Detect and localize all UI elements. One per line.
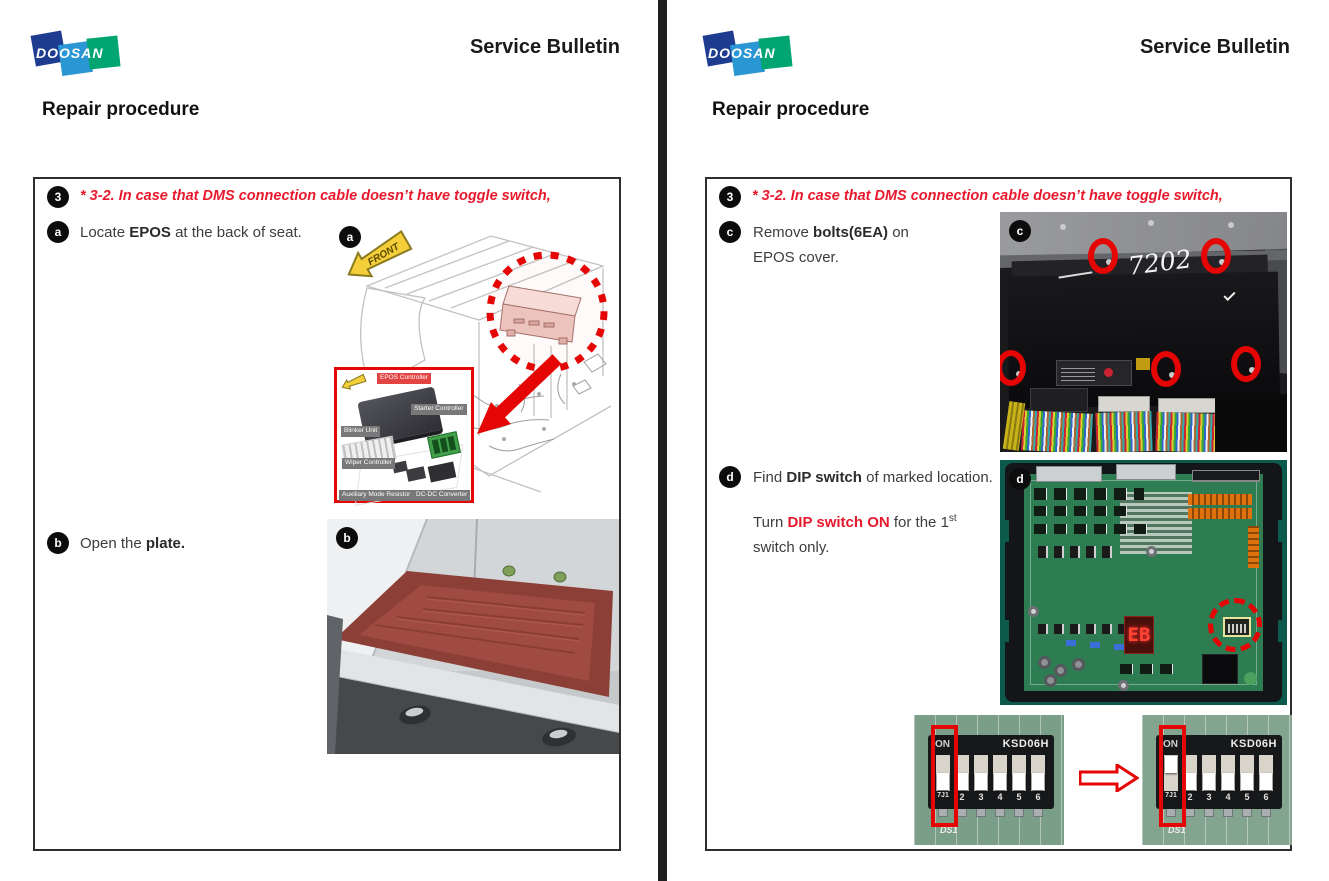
capacitor (1044, 674, 1057, 687)
step-d-superscript: st (948, 513, 957, 524)
wire-bundle (1095, 411, 1152, 452)
dip-switch-photo-after (1142, 715, 1292, 845)
ic-row (1034, 488, 1144, 500)
bolt (1228, 222, 1234, 228)
step-3-badge: 3 (719, 186, 741, 208)
dip-on-label: ON (935, 739, 950, 750)
bolt-marker-circle (1231, 346, 1261, 382)
dip-position-label: 3 (1206, 792, 1212, 802)
step-a-text-part: at the back of seat. (170, 224, 302, 241)
switch1-marker-box (931, 725, 958, 827)
dip-position-label: 3 (978, 792, 984, 802)
step-a-text-part: Locate (80, 224, 130, 241)
logo-wordmark: DOOSAN (36, 45, 104, 61)
dip-pin (1014, 809, 1024, 817)
switch1-marker-box (1159, 725, 1186, 827)
dip-slider-4 (993, 755, 1007, 791)
dip-position-label: 7J1 (937, 792, 949, 799)
bolt (1060, 224, 1066, 230)
step-a-text (80, 220, 302, 245)
label-wiper-controller: Wiper Controller (342, 458, 395, 469)
mounting-hole (1118, 680, 1129, 691)
dip-position-label: 6 (1263, 792, 1269, 802)
step-b-text (80, 531, 185, 556)
step-d-text-part: Turn (753, 514, 788, 531)
procedure-box-right (705, 177, 1292, 851)
capacitor (1038, 656, 1051, 669)
bolt-marker-circle (1088, 238, 1118, 274)
photo-d-badge: d (1009, 468, 1031, 490)
dip-position-label: 7J1 (1165, 792, 1177, 799)
dip-slider-5 (1240, 755, 1254, 791)
step-d-text-line1 (753, 465, 1033, 490)
resistor-array (1188, 494, 1252, 505)
step-3-note: * 3-2. In case that DMS connection cable doesn’t have toggle switch, (80, 188, 551, 204)
step-d-text-part: of marked location. (861, 469, 993, 486)
dip-model-label: KSD06H (1002, 738, 1049, 750)
page-divider-bar (658, 0, 667, 881)
cab-illustration (329, 224, 620, 516)
dip-position-label: 4 (997, 792, 1003, 802)
dense-component-zone (1120, 492, 1192, 554)
step-d-text-part: Find (753, 469, 787, 486)
ic-row (1120, 664, 1180, 674)
resistor-array (1248, 526, 1259, 568)
bolt (1148, 220, 1154, 226)
document-title: Service Bulletin (1139, 36, 1290, 58)
dip-pin (1242, 809, 1252, 817)
step-3-badge: 3 (47, 186, 69, 208)
step-b-badge: b (47, 532, 69, 554)
epos-cover-photo (1000, 212, 1287, 452)
mounting-hole (1028, 606, 1039, 617)
document-title: Service Bulletin (469, 36, 620, 58)
section-title: Repair procedure (712, 99, 870, 120)
blue-component (1090, 642, 1100, 648)
dip-switch-photo-before (914, 715, 1064, 845)
case-notch (1278, 620, 1287, 642)
step-d-bold: DIP switch (786, 469, 862, 486)
step-d-red-bold: DIP switch ON (787, 514, 890, 531)
dip-slider-4 (1221, 755, 1235, 791)
dip-slider-3 (1202, 755, 1216, 791)
dip-pin (995, 809, 1005, 817)
page-right (669, 0, 1329, 881)
procedure-box-left (33, 177, 621, 851)
dip-pin (1223, 809, 1233, 817)
chalk-handwriting: 7202 (1126, 244, 1194, 281)
dip-position-label: 4 (1225, 792, 1231, 802)
dip-position-label: 5 (1016, 792, 1022, 802)
blue-component (1114, 644, 1124, 650)
dip-position-label: 2 (1187, 792, 1193, 802)
dip-switch-highlight-box (1223, 617, 1251, 637)
wire-bundle (1155, 412, 1222, 452)
step-d-badge: d (719, 466, 741, 488)
step-d-text-line2 (753, 506, 988, 560)
wire-bundle (1021, 410, 1093, 452)
dip-slider-6 (1031, 755, 1045, 791)
step-a-badge: a (47, 221, 69, 243)
plate-photo (327, 519, 619, 754)
label-aux-mode-resistor: Auxiliary Mode Resistor (339, 490, 413, 501)
harness-connector (1030, 388, 1088, 412)
green-dot (1244, 672, 1257, 685)
dip-slider-6 (1259, 755, 1273, 791)
dip-pin (1033, 809, 1043, 817)
step-c-bold: bolts(6EA) (813, 224, 889, 241)
mounting-hole (1146, 546, 1157, 557)
dip-model-label: KSD06H (1230, 738, 1277, 750)
step-a-bold: EPOS (129, 224, 171, 241)
board-connector (1116, 464, 1176, 480)
label-dcdc-converter: DC-DC Converter (413, 490, 470, 501)
dip-pin (976, 809, 986, 817)
capacitor (1054, 664, 1067, 677)
dip-silk-label: DS1 (1168, 825, 1186, 835)
step-b-bold: plate. (145, 535, 186, 552)
label-starter-controller: Starter Controller (411, 404, 467, 415)
step-c-text (753, 220, 953, 270)
component-inset-box (334, 367, 474, 503)
dip-position-label: 6 (1035, 792, 1041, 802)
bolt-marker-circle (1201, 238, 1231, 274)
dip-pin (1185, 809, 1195, 817)
case-notch (1000, 620, 1009, 642)
epos-location-marker (490, 255, 604, 369)
dip-silk-label: DS1 (940, 825, 958, 835)
dip-pin (1261, 809, 1271, 817)
step-d-text-part: for the 1 (889, 514, 949, 531)
step-b-text-part: Open the (80, 535, 146, 552)
illustration-badge: a (339, 226, 361, 248)
photo-c-badge: c (1009, 220, 1031, 242)
board-connector (1036, 466, 1102, 482)
dip-pin (1204, 809, 1214, 817)
step-d-text-part: switch only. (753, 539, 830, 556)
ic-row (1034, 524, 1154, 534)
bolt-marker-circle (1151, 351, 1181, 387)
plate-photo-drawing (327, 519, 619, 754)
shadow-area (1215, 394, 1287, 452)
photo-b-badge: b (336, 527, 358, 549)
dip-switch-marker (1208, 598, 1262, 652)
epos-nameplate (1056, 360, 1132, 386)
case-notch (1278, 520, 1287, 542)
blue-component (1066, 640, 1076, 646)
label-epos-controller: EPOS Controller (377, 373, 431, 384)
dip-slider-3 (974, 755, 988, 791)
front-label: FRONT (366, 241, 402, 269)
step-c-text-part: on EPOS cover. (753, 224, 909, 266)
page-left (0, 0, 655, 881)
capacitor (1072, 658, 1085, 671)
transistor-row (1038, 624, 1128, 634)
logo-wordmark: DOOSAN (708, 45, 776, 61)
yellow-sticker (1136, 358, 1150, 370)
harness-connector (1098, 396, 1150, 412)
label-blinker-unit: Blinker Unit (341, 426, 380, 437)
section-title: Repair procedure (42, 99, 200, 120)
step-3-note: * 3-2. In case that DMS connection cable doesn’t have toggle switch, (752, 188, 1223, 204)
transistor-row (1038, 546, 1118, 558)
before-after-arrow (1079, 764, 1139, 792)
dip-position-label: 5 (1244, 792, 1250, 802)
step-c-badge: c (719, 221, 741, 243)
seven-segment-display: EB (1124, 616, 1154, 654)
ic-row (1034, 506, 1130, 516)
board-connector (1192, 470, 1260, 482)
doosan-logo (33, 28, 121, 82)
doosan-logo (705, 28, 793, 82)
harness-connector (1158, 398, 1218, 413)
dip-on-label: ON (1163, 739, 1178, 750)
inset-front-arrow (340, 372, 369, 394)
resistor-array (1188, 508, 1252, 519)
case-notch (1000, 520, 1009, 542)
page-divider (655, 0, 669, 881)
dip-position-label: 2 (959, 792, 965, 802)
mcu-chip (1202, 654, 1238, 684)
dip-slider-5 (1012, 755, 1026, 791)
dip-pin (957, 809, 967, 817)
step-c-text-part: Remove (753, 224, 814, 241)
pcb-photo (1000, 460, 1287, 705)
